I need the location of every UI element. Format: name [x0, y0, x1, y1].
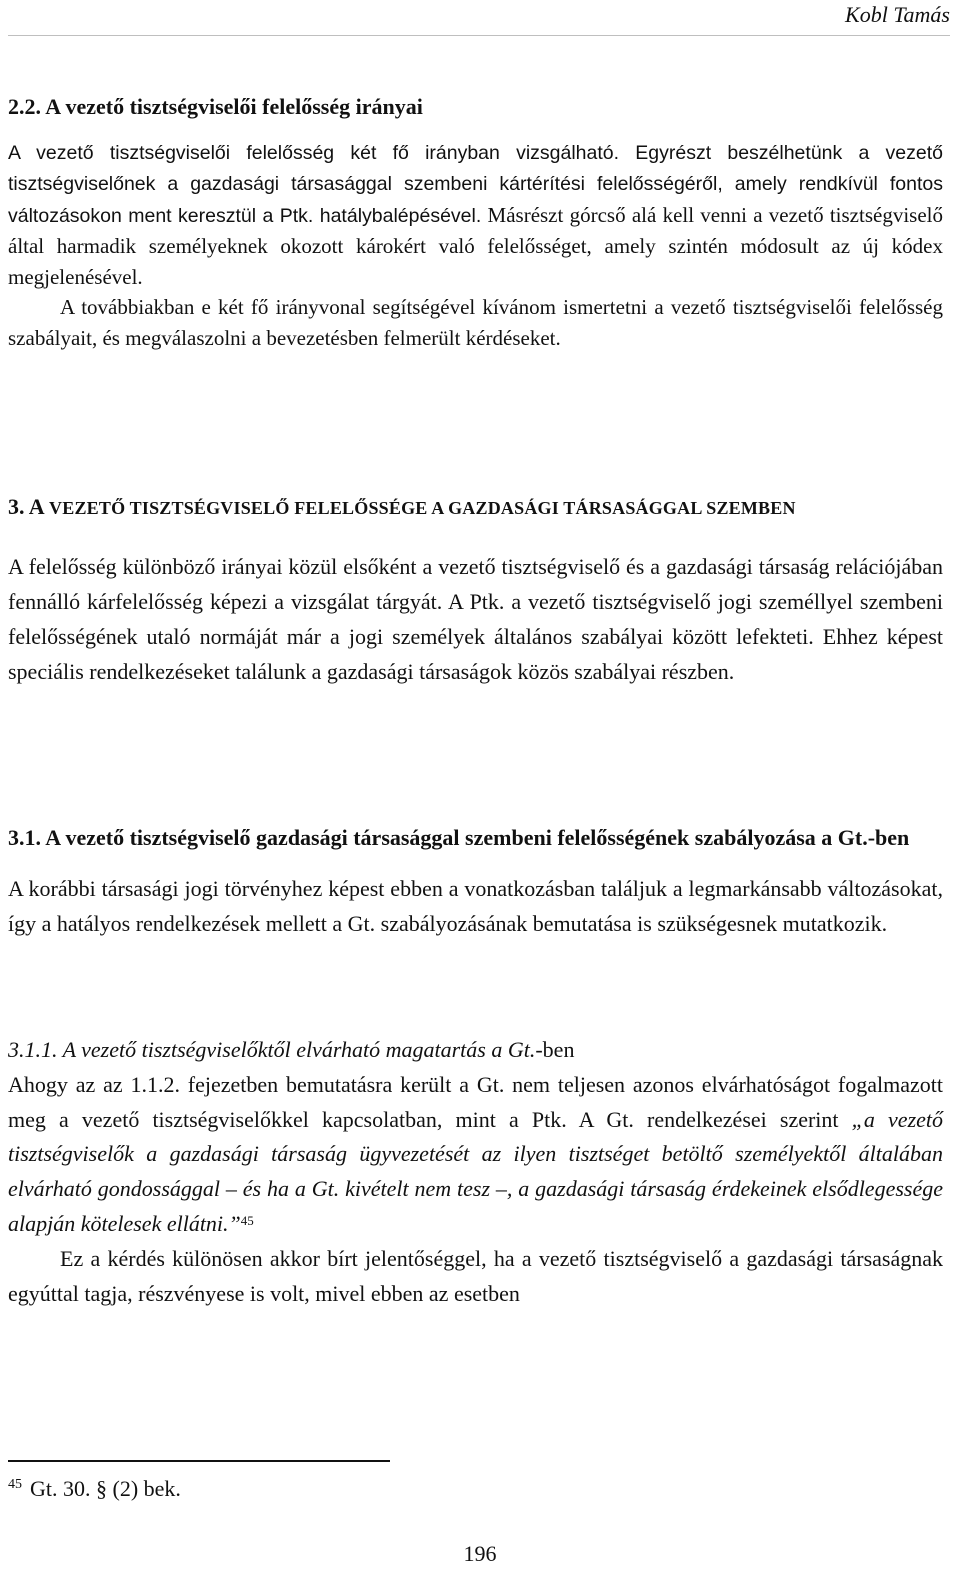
section-title: 2.2. A vezető tisztségviselői felelősség irányai [8, 94, 423, 119]
statute-quote: „a vezető tisztségviselők a gazdasági társaság ügyvezetését az ilyen tisztséget betöltő személyektől általában elvárható gondossággal – és ha a Gt. kivételt nem tesz –, a gazdasági társaság érdekeinek elsődlegessége alapján kötelesek ellátni.” [8, 1106, 944, 1236]
chapter-title [8, 488, 943, 527]
section-2-2 [8, 92, 943, 353]
paragraph: A továbbiakban e két fő irányvonal segítségével kívánom ismertetni a vezető tisztségviselői felelősség szabályait, és megválaszolni a bevezetésben felmerült kérdéseket. [8, 295, 943, 350]
paragraph [8, 1068, 943, 1242]
paragraph-text: Ahogy az az 1.1.2. fejezetben bemutatásra került a Gt. nem teljesen azonos elvárhatóságot fogalmazott meg a vezető tisztségviselőkkel kapcsolatban, mint a Ptk. A Gt. rendelkezései szerint [8, 1071, 943, 1132]
subsection-title-italic: 3.1.1. A vezető tisztségviselőktől elvárható magatartás a Gt. [8, 1037, 536, 1062]
footnote-reference[interactable]: 45 [240, 1212, 254, 1228]
subsection-title-suffix: -ben [535, 1037, 575, 1062]
paragraph: A korábbi társasági jogi törvényhez képest ebben a vonatkozásban találjuk a legmarkánsabb változásokat, így a hatályos rendelkezések mellett a Gt. szabályozásának bemutatása is szükségesnek mutatkozik. [8, 876, 943, 936]
section-3-1-1 [8, 1033, 943, 1311]
paragraph [8, 137, 943, 293]
footnote-number: 45 [8, 1477, 22, 1492]
paragraph-text: Másrészt górcső alá kell venni a vezető tisztségviselő által harmadik személyeknek okozott károkért való felelősséget, amely szintén módosult az új kódex megjelenésével. [8, 202, 943, 289]
section-title: 3.1. A vezető tisztségviselő gazdasági társasággal szembeni felelősségének szabályozása a Gt.-ben [8, 825, 910, 850]
footnote-text: Gt. 30. § (2) bek. [30, 1476, 181, 1501]
footnote [8, 1474, 181, 1504]
subsection-title [8, 1033, 943, 1068]
paragraph: Ez a kérdés különösen akkor bírt jelentőséggel, ha a vezető tisztségviselő a gazdasági társaságnak egyúttal tagja, részvényese is volt, mivel ebben az esetben [8, 1245, 943, 1306]
page-number: 196 [463, 1541, 497, 1566]
chapter-title-text: VEZETŐ TISZTSÉGVISELŐ FELELŐSSÉGE A GAZDASÁGI TÁRSASÁGGAL SZEMBEN [44, 498, 796, 518]
section-3 [8, 488, 943, 689]
chapter-number: 3. A [8, 494, 45, 519]
header-rule [8, 35, 950, 36]
paragraph: A felelősség különböző irányai közül elsőként a vezető tisztségviselő és a gazdasági társaság relációjában fennálló kárfelelősség képezi a vizsgálat tárgyát. A Ptk. a vezető tisztségviselő jogi személlyel szembeni felelősségének utaló normáját már a jogi személyek általános szabályai között lefekteti. Ehhez képest speciális rendelkezéseket találunk a gazdasági társaságok közös szabályai részben. [8, 554, 943, 684]
section-3-1 [8, 821, 943, 941]
paragraph-text-sans: A vezető tisztségviselői felelősség két fő irányban vizsgálható. Egyrészt beszélhetünk a vezető tisztségviselőnek a gazdasági társasággal szembeni kártérítési felelősségéről, amely rendkívül fontos változásokon ment keresztül a Ptk. hatálybalépésével. [8, 141, 943, 227]
running-header: Kobl Tamás [845, 2, 950, 27]
footnote-separator [8, 1460, 390, 1462]
